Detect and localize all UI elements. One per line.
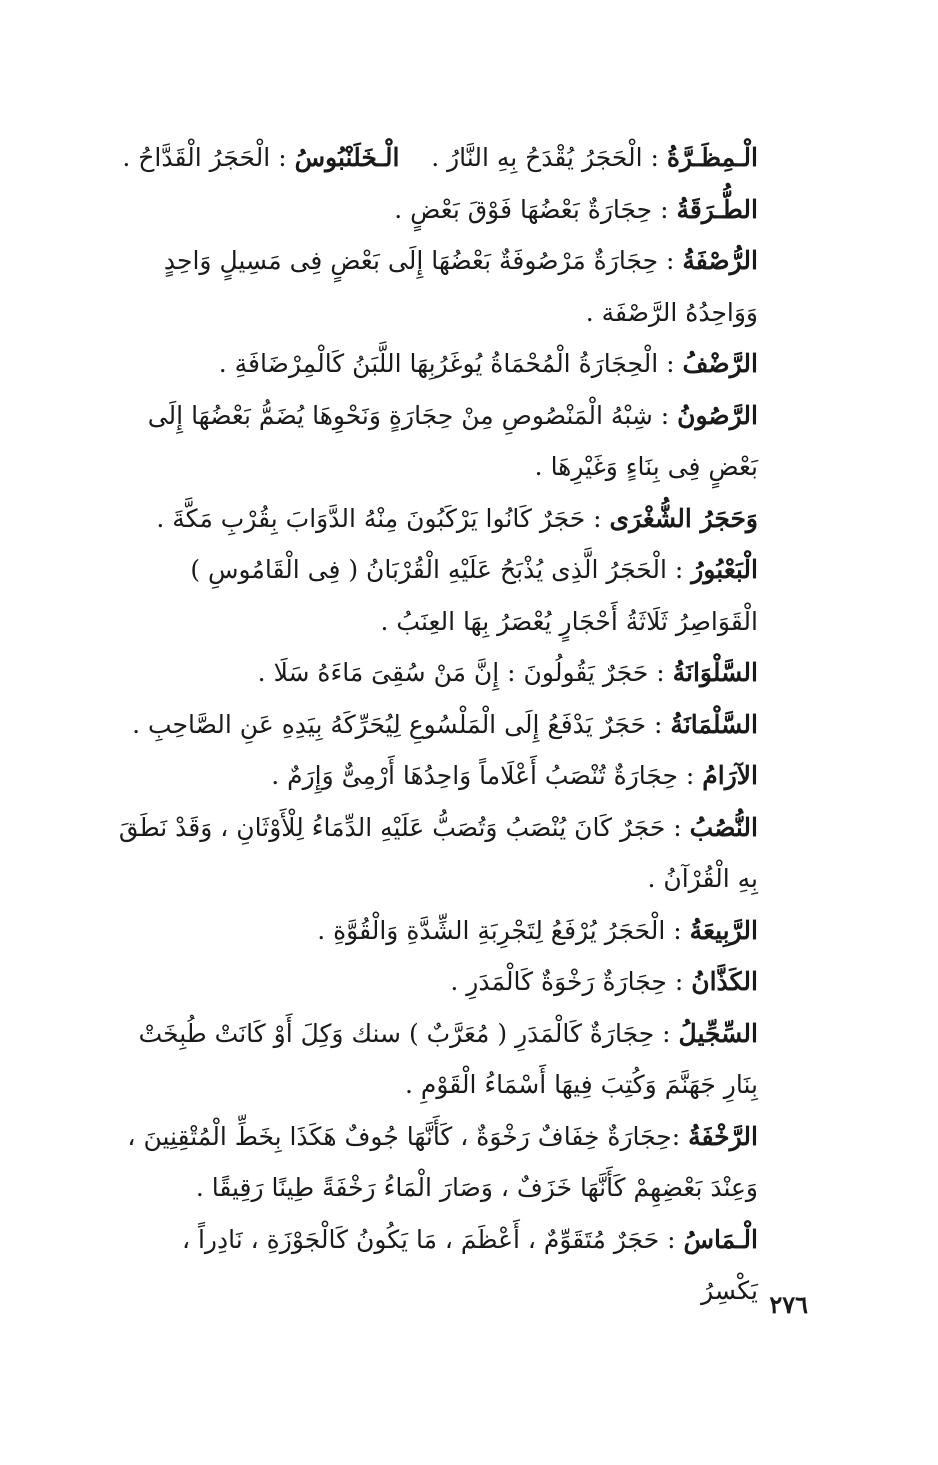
entry-definition: : الْحَجَرُ الَّذِى يُذْبَحُ عَلَيْهِ الْقُرْبَانُ ( فِى الْقَامُوسِ ) الْقَوَاصِرُ ثَلَاثَةُ أَحْجَارٍ يُعْصَرُ بِهَا العِنَبُ . [190, 555, 758, 636]
entry-definition: :حِجَارَةٌ خِفَافٌ رَخْوَةٌ ، كَأَنَّهَا جُوفٌ هَكَذَا بِخَطِّ الْمُتْقِنِينَ ، وَعِنْدَ بَعْضِهِمْ كَأَنَّهَا خَزَفٌ ، وَصَارَ الْمَاءُ رَخْفَةً طِينًا رَقِيقًا . [127, 1121, 758, 1202]
entry-term: السِّجِّيلُ [678, 1018, 758, 1048]
entry-definition-secondary: : الْحَجَرُ الْقَدَّاحُ . [122, 143, 295, 172]
entry-baabur [118, 544, 808, 647]
entry-definition: : الْحِجَارَةُ الْمُحْمَاةُ يُوغَرُبِهَا اللَّبَنُ كَالْمِرْضَافَةِ . [218, 349, 683, 378]
entry-sijjil [118, 1008, 808, 1111]
entry-definition: : حِجَارَةٌ كَالْمَدَرِ ( مُعَرَّبٌ ) سنك وَكِلَ أَوْ كَانَتْ طُبِخَتْ بِنَارِ جَهَنَّمَ وَكُتِبَ فِيهَا أَسْمَاءُ الْقَوْمِ . [138, 1018, 758, 1099]
entry-turaqa [118, 184, 808, 236]
entry-term: الْـمِظَـرَّةُ [666, 143, 758, 172]
entry-definition: : حِجَارَةٌ بَعْضُهَا فَوْقَ بَعْضٍ . [394, 194, 677, 224]
page-number: ٢٧٦ [769, 1290, 808, 1319]
entry-term: الرَّضْفُ [682, 349, 758, 378]
entry-definition: : الْحَجَرُ يُقْدَحُ بِهِ النَّارُ . [431, 143, 667, 172]
entry-term-secondary: الْـخَلَنْبُوسُ [294, 143, 400, 172]
entry-term: النُّصُبُ [689, 812, 758, 842]
entry-aram [118, 750, 808, 802]
entry-salmana [118, 699, 808, 751]
entry-term: الطُّـرَقَةُ [676, 194, 758, 224]
entry-rasun [118, 390, 808, 493]
entry-term: السَّلْوَانَةُ [672, 658, 758, 687]
entry-definition: : حِجَارَةٌ رَخْوَةٌ كَالْمَدَرِ . [450, 967, 692, 996]
entry-term: وَحَجَرُ الشُّغْرَى [609, 503, 758, 533]
entry-term: السَّلْمَانَةُ [670, 709, 758, 739]
entry-definition: : شِبْهُ الْمَنْصُوصِ مِنْ حِجَارَةٍ وَنَحْوِهَا يُضَمُّ بَعْضُهَا إِلَى بَعْضٍ فِى بِنَاءٍ وَغَيْرِهَا . [147, 400, 758, 481]
entry-nusub [118, 802, 808, 905]
entry-definition: : حَجَرٌ كَانَ يُنْصَبُ وَتُصَبُّ عَلَيْهِ الدِّمَاءُ لِلْأَوْثَانِ ، وَقَدْ نَطَقَ بِهِ الْقُرْآنُ . [118, 812, 758, 893]
entry-definition: : حَجَرٌ مُتَقَوِّمٌ ، أَعْظَمَ ، مَا يَكُونُ كَالْجَوْزَةِ ، نَادِراً ، يَكْسِرُ [181, 1224, 758, 1305]
entry-term: الرَّخْفَةُ [688, 1121, 758, 1151]
entry-rusfa [118, 235, 808, 338]
entry-kaddhan [118, 956, 808, 1008]
entry-definition: : حَجَرٌ يَقُولُونَ : إِنَّ مَنْ سُقِىَ مَاءَهُ سَلَا . [257, 658, 673, 687]
entry-term: الكَذَّانُ [691, 967, 758, 996]
entry-term: الرَّصُونُ [677, 400, 758, 430]
entry-definition: : حِجَارَةٌ مَرْصُوفَةٌ بَعْضُهَا إِلَى بَعْضٍ فِى مَسِيلٍ وَاحِدٍ وَوَاحِدُهُ الرَّصْفَة . [163, 246, 758, 327]
entry-mas [118, 1214, 808, 1317]
dictionary-text [118, 132, 808, 1317]
entry-term: الْبَعْبُورُ [691, 555, 758, 584]
entry-definition: : حَجَرٌ يَدْفَعُ إِلَى الْمَلْسُوعِ لِيُحَرِّكَهُ بِيَدِهِ عَنِ الصَّاحِبِ . [132, 709, 671, 739]
entry-radf [118, 338, 808, 390]
entry-salwana [118, 647, 808, 699]
entry-definition: : الْحَجَرُ يُرْفَعُ لِتَجْرِبَةِ الشِّدَّةِ وَالْقُوَّةِ . [317, 915, 690, 945]
entry-definition: : حَجَرٌ كَانُوا يَرْكَبُونَ مِنْهُ الدَّوَابَ بِقُرْبِ مَكَّةَ . [156, 503, 610, 533]
entry-term: الرَّبِيعَةُ [689, 915, 758, 945]
entry-term: الآرَامُ [702, 761, 758, 790]
entry-hajar-shughra [118, 493, 808, 545]
entry-rakhfa [118, 1111, 808, 1214]
entry-mizarra [118, 132, 808, 184]
entry-definition: : حِجَارَةٌ تُنْصَبُ أَعْلَاماً وَاحِدُهَا أَرْمِىٌّ وَإِرَمٌ . [271, 761, 703, 790]
entry-rabia [118, 905, 808, 957]
entry-gap [399, 143, 431, 172]
entry-term: الرُّصْفَةُ [682, 246, 758, 275]
entry-term: الْـمَاسُ [683, 1224, 758, 1254]
